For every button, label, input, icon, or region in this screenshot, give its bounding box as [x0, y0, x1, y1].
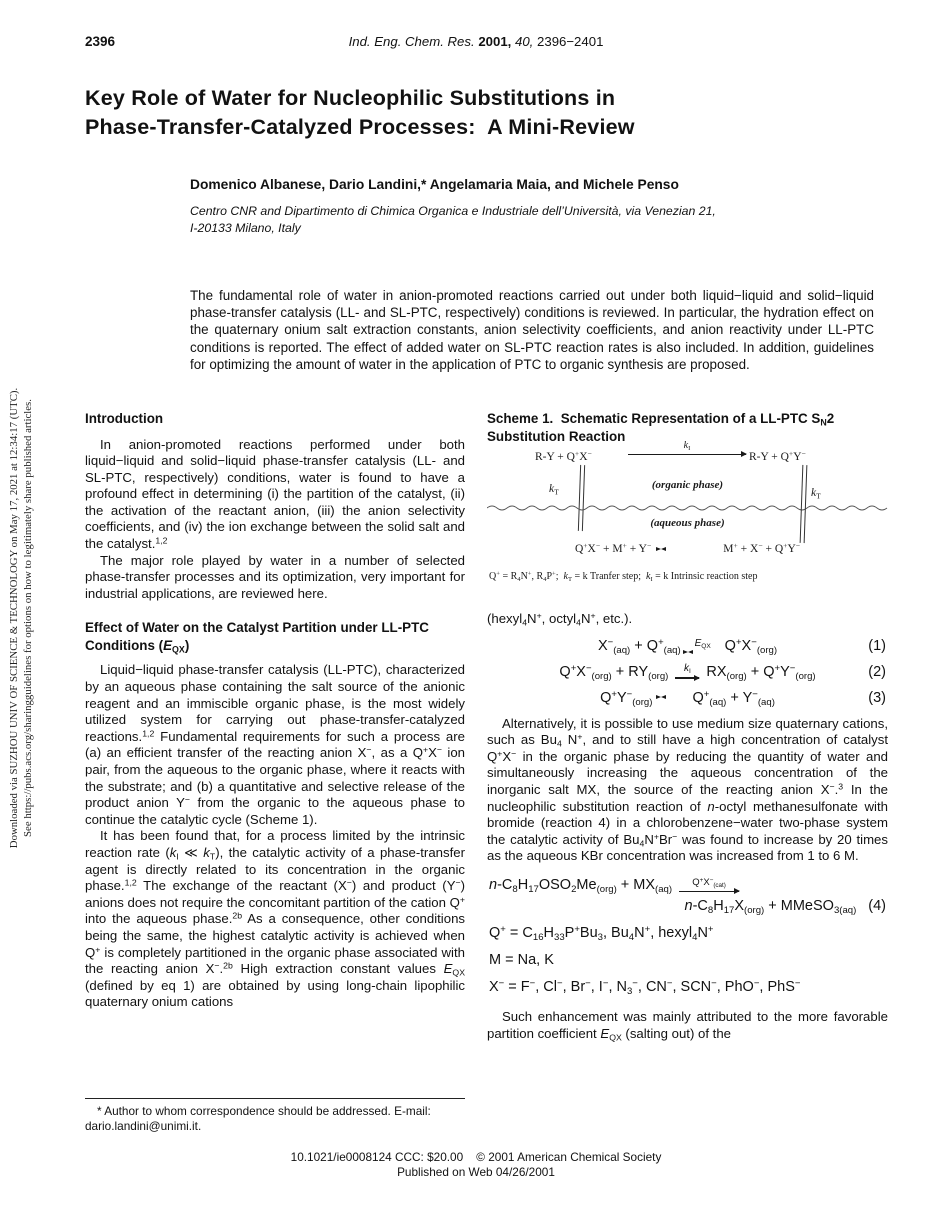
equation-4-line1 [489, 877, 888, 893]
scheme-footnote: $Q^+ = R_4N^+$, $R_4P^+$; $k_T = k$ Tranfer step; $k_I = k$ Intrinsic reaction step [489, 570, 758, 583]
arrow-line-icon [628, 454, 746, 455]
scheme-aqueous-equilibrium [487, 543, 888, 555]
scheme-title: Scheme 1. Schematic Representation of a LL-PTC $S_N2$ Substitution Reaction [487, 411, 835, 444]
eq4-label: $Q^+X^-_{(cat)}$ [692, 876, 726, 889]
section-heading-effect-of-water: Effect of Water on the Catalyst Partition under LL-PTC Conditions $(E_{QX})$ [85, 620, 429, 655]
page-footer [0, 1150, 952, 1180]
section-heading-introduction: Introduction [85, 411, 164, 426]
equilibrium-arrow-eqx-icon [688, 639, 718, 652]
authors-line: Domenico Albanese, Dario Landini,* Angelamaria Maia, and Michele Penso [190, 177, 679, 192]
hexyl-continuation-line: (hexyl$_4$N+, octyl$_4$N+, etc.). [487, 610, 633, 628]
eq4-number: (4) [868, 897, 886, 914]
watermark-line2: See https://pubs.acs.org/sharingguidelines for options on how to legitimately share published articles. [21, 399, 34, 837]
section2-paragraph-1: Liquid−liquid phase-transfer catalysis (LL-PTC), characterized by an aqueous phase containing the salt source of the anionic reagent and an immiscible organic phase, is the most widely utilized system for carrying out phase-transfer-catalyzed reactions.$^{1,2}$ Fundamental requirements for such a process are (a) an efficient transfer of the reacting anion X−, as a Q+X− ion pair, from the aqueous to the organic phase, where it reacts with the substrate; and (b) a quantitative and selective release of the product anion Y− from the organic to the aqueous phase to continue the catalytic cycle (Scheme 1). [85, 662, 465, 827]
equation-3 [487, 690, 888, 706]
paragraph-alternatively: Alternatively, it is possible to use medium size quaternary cations, such as $Bu_4$ N+, and to still have a high concentration of catalyst Q+X− in the organic phase by reducing the quantity of water and simultaneously increasing the aqueous concentration of the inorganic salt MX, the source of the reacting anion X−.$^3$ In the nucleophilic substitution reaction of n-octyl methanesulfonate with bromide (reaction 4) in a chlorobenzene−water two-phase system the catalytic activity of $Bu_4N^+Br^-$ was found to increase by 20 times as the aqueous KBr concentration was increased from 1 to 6 M. [487, 715, 889, 864]
reaction-arrow-ki-icon [675, 664, 699, 678]
eq1-number: (1) [868, 637, 886, 654]
footnote-rule [85, 1098, 465, 1099]
intro-paragraph-1: In anion-promoted reactions performed under both liquid−liquid and solid−liquid phase-transfer catalysis (LL- and SL-PTC, respectively) conditions, water is found to have a profound effect in determining (i) the partition of the catalyst, (ii) the activation of the reactant anion, (iii) the anion selectivity coefficients, and (iv) the ion exchange between the solid salt and the catalyst.$^{1,2}$ [85, 436, 465, 552]
eq1-lhs: $X^-_{(aq)} + Q^+_{(aq)}$ [597, 636, 681, 656]
equation-4-line2 [487, 898, 888, 914]
eq2-number: (2) [868, 663, 886, 680]
scheme-diagram [487, 440, 888, 601]
doi-copyright-line: 10.1021/ie0008124 CCC: $20.00 © 2001 American Chemical Society [290, 1150, 662, 1164]
interface-wavy-line-icon [487, 504, 888, 512]
eq3-lhs: $Q^+Y^-_{(org)}$ [600, 688, 653, 708]
scheme-organic-reactants: R-Y + Q+X− [535, 449, 592, 463]
eq2-lhs: $Q^+X^-_{(org)} + RY_{(org)}$ [559, 662, 669, 682]
eq1-label: $E_{QX}$ [694, 638, 711, 651]
definition-x: X− = F−, Cl−, Br−, I−, $N_3^-$, CN−, SCN−, PhO−, PhS− [489, 978, 801, 997]
paragraph-enhancement: Such enhancement was mainly attributed to the more favorable partition coefficient $E_{QX}$ (salting out) of the [487, 1008, 888, 1043]
arrow-line-icon [679, 891, 739, 892]
watermark-line1: Downloaded via SUZHOU UNIV OF SCIENCE & TECHNOLOGY on May 17, 2021 at 12:34:17 (UTC). [8, 387, 20, 849]
eq1-rhs: $Q^+X^-_{(org)}$ [724, 636, 778, 656]
scheme-aqueous-left: Q+X− + M+ + Y− [574, 541, 652, 555]
affiliation: Centro CNR and Dipartimento di Chimica Organica e Industriale dell’Università, via Venezian 21, I-20133 Milano, Italy [190, 204, 716, 235]
scheme-intrinsic-arrow-icon [628, 441, 746, 455]
page-number: 2396 [85, 34, 116, 49]
scheme-organic-products: R-Y + Q+Y− [749, 449, 806, 463]
download-watermark [8, 318, 40, 918]
correspondence-footnote [85, 1098, 465, 1133]
intro-paragraph-2: The major role played by water in a number of selected phase-transfer processes and its optimization, very important for industrial applications, are reviewed here. [85, 552, 465, 601]
right-column [487, 410, 888, 1042]
eq2-label: $k_I$ [683, 663, 691, 676]
section2-paragraph-2: It has been found that, for a process limited by the intrinsic reaction rate ($k_I$ ≪ $k_T$), the catalytic activity of a phase-transfer agent is directly related to its concentration in the organic phase.$^{1,2}$ The exchange of the reactant (X−) and product (Y−) anions does not require the concomitant partition of the cation Q+ into the aqueous phase.$^{2b}$ As a consequence, other conditions being the same, the highest catalytic activity is achieved when Q+ is completely partitioned in the organic phase associated with the reacting anion X−.$^{2b}$ High extraction constant values $E_{QX}$ (defined by eq 1) are obtained by using long-chain lipophilic quaternary onium cations [85, 828, 465, 1010]
scheme-kt-right-label: $k_T$ [811, 487, 821, 501]
journal-citation: Ind. Eng. Chem. Res. 2001, 40, 2396−2401 [348, 34, 604, 49]
footnote-text: * Author to whom correspondence should be addressed. E-mail: dario.landini@unimi.it. [85, 1104, 431, 1133]
published-line: Published on Web 04/26/2001 [397, 1165, 555, 1179]
organic-phase-label: (organic phase) [651, 479, 724, 491]
equation-3-body [600, 690, 775, 706]
definition-q: $Q^+ = C_{16}H_{33}P^+Bu_3$, $Bu_4N^+$, hexyl$_4$N+ [489, 924, 714, 943]
eq3-rhs: $Q^+_{(aq)} + Y^-_{(aq)}$ [692, 688, 775, 708]
scheme-kt-left-label: $k_T$ [549, 483, 559, 497]
eq4-rhs: $n-C_8H_{17}X_{(org)}$ + MMeSO$_{3(aq)}$ [684, 897, 857, 916]
left-column [85, 410, 465, 1011]
abstract: The fundamental role of water in anion-promoted reactions carried out under both liquid−liquid and solid−liquid phase-transfer catalysis (LL- and SL-PTC, respectively) conditions is reviewed. In particular, the hydration effect on the quaternary onium salt extraction constants, anion selectivity coefficients, and anion reactivity under LL-PTC conditions is reported. The effect of added water on SL-PTC reaction rates is also included. In addition, guidelines for optimizing the amount of water in the application of PTC to organic synthesis are proposed. [190, 288, 874, 372]
equation-1-body [598, 638, 777, 654]
eq2-rhs: $RX_{(org)} + Q^+Y^-_{(org)}$ [706, 662, 816, 682]
equation-2-body [559, 664, 815, 680]
equation-1 [487, 638, 888, 654]
arrow-line-icon [675, 677, 699, 678]
scheme-aqueous-right: M+ + X− + Q+Y− [723, 541, 801, 555]
eq4-lhs: $n-C_8H_{17}OSO_2Me_{(org)} + MX_{(aq)}$ [489, 876, 673, 895]
reaction-arrow-catalyst-icon [679, 878, 739, 892]
aqueous-phase-label: (aqueous phase) [650, 517, 725, 529]
eq3-number: (3) [868, 689, 886, 706]
definition-m: M = Na, K [489, 951, 554, 968]
scheme-ki-label: $k_I$ [683, 440, 691, 452]
article-title: Key Role of Water for Nucleophilic Substitutions in Phase-Transfer-Catalyzed Processes: A Mini-Review [85, 86, 635, 139]
equation-2 [487, 664, 888, 680]
equation-4 [487, 877, 888, 914]
